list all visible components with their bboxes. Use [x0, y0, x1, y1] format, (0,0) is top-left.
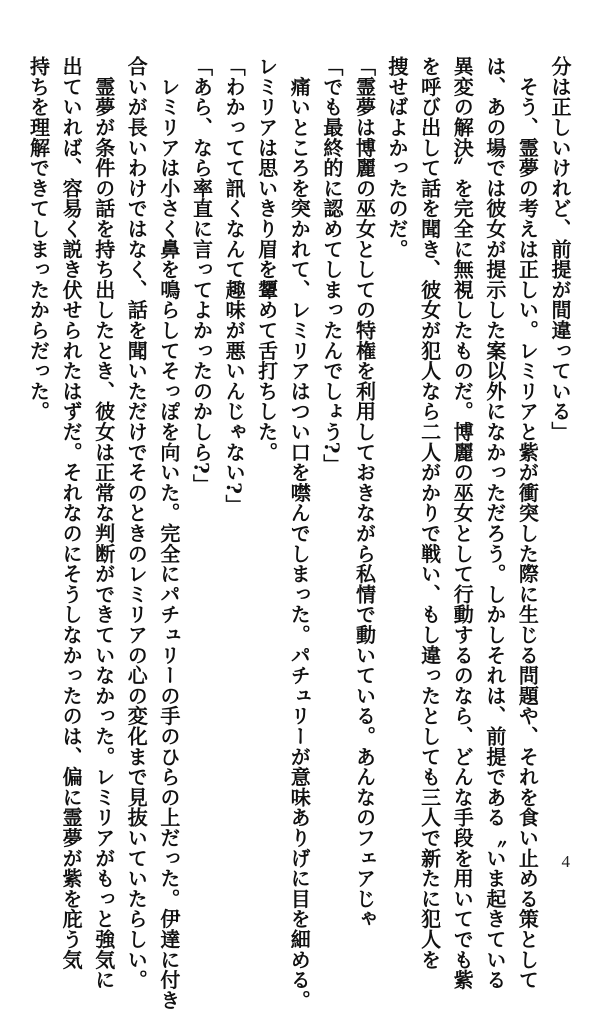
text-line: 「あら、なら率直に言ってよかったのかしら?」 — [189, 56, 214, 495]
text-line: 出ていれば、容易く説き伏せられたはずだ。それなのにそうしなかったのは、偏に霊夢が紫を庇う気 — [59, 56, 84, 970]
text-line: 捜せばよかったのだ。 — [385, 56, 410, 259]
text-line: 異変の解決〟を完全に無視したものだ。博麗の巫女として行動するのなら、どんな手段を用いてでも紫 — [450, 56, 475, 990]
vertical-text-body — [26, 56, 576, 1010]
text-line: 霊夢が条件の話を持ち出したとき、彼女は正常な判断ができていなかった。レミリアがもっと強気に — [91, 56, 116, 990]
text-line: レミリアは小さく鼻を鳴らしてそっぽを向いた。完全にパチュリーの手のひらの上だった。伊達に付き — [156, 56, 181, 1010]
text-line: 分は正しいけれど、前提が間違っている」 — [548, 56, 572, 442]
text-line: レミリアは思いきり眉を顰めて舌打ちした。 — [254, 56, 279, 462]
text-line: 合いが長いわけではなく、話を聞いただけでそのときのレミリアの心の変化まで見抜いていたらしい。 — [124, 56, 149, 990]
text-line: 持ちを理解できてしまったからだった。 — [26, 56, 51, 422]
page-number: 4 — [561, 852, 570, 871]
text-line: 痛いところを突かれて、レミリアはつい口を噤んでしまった。パチュリーが意味ありげに目を細める。 — [287, 56, 312, 1010]
text-line: そう、霊夢の考えは正しい。レミリアと紫が衝突した際に生じる問題や、それを食い止める策として — [515, 56, 540, 990]
text-line: は、あの場では彼女が提示した案以外になかっただろう。しかしそれは、前提である〝いま起きている — [482, 56, 507, 990]
text-line: 「霊夢は博麗の巫女としての特権を利用しておきながら私情で動いている。あんなのフェアじゃ — [352, 56, 377, 929]
text-line: 「でも最終的に認めてしまったんでしょう?」 — [319, 56, 344, 475]
text-line: 「わかってて訊くなんて趣味が悪いんじゃない?」 — [222, 56, 247, 515]
text-line: を呼び出して話を聞き、彼女が犯人なら二人がかりで戦い、もし違ったとしても三人で新たに犯人を — [417, 56, 442, 970]
